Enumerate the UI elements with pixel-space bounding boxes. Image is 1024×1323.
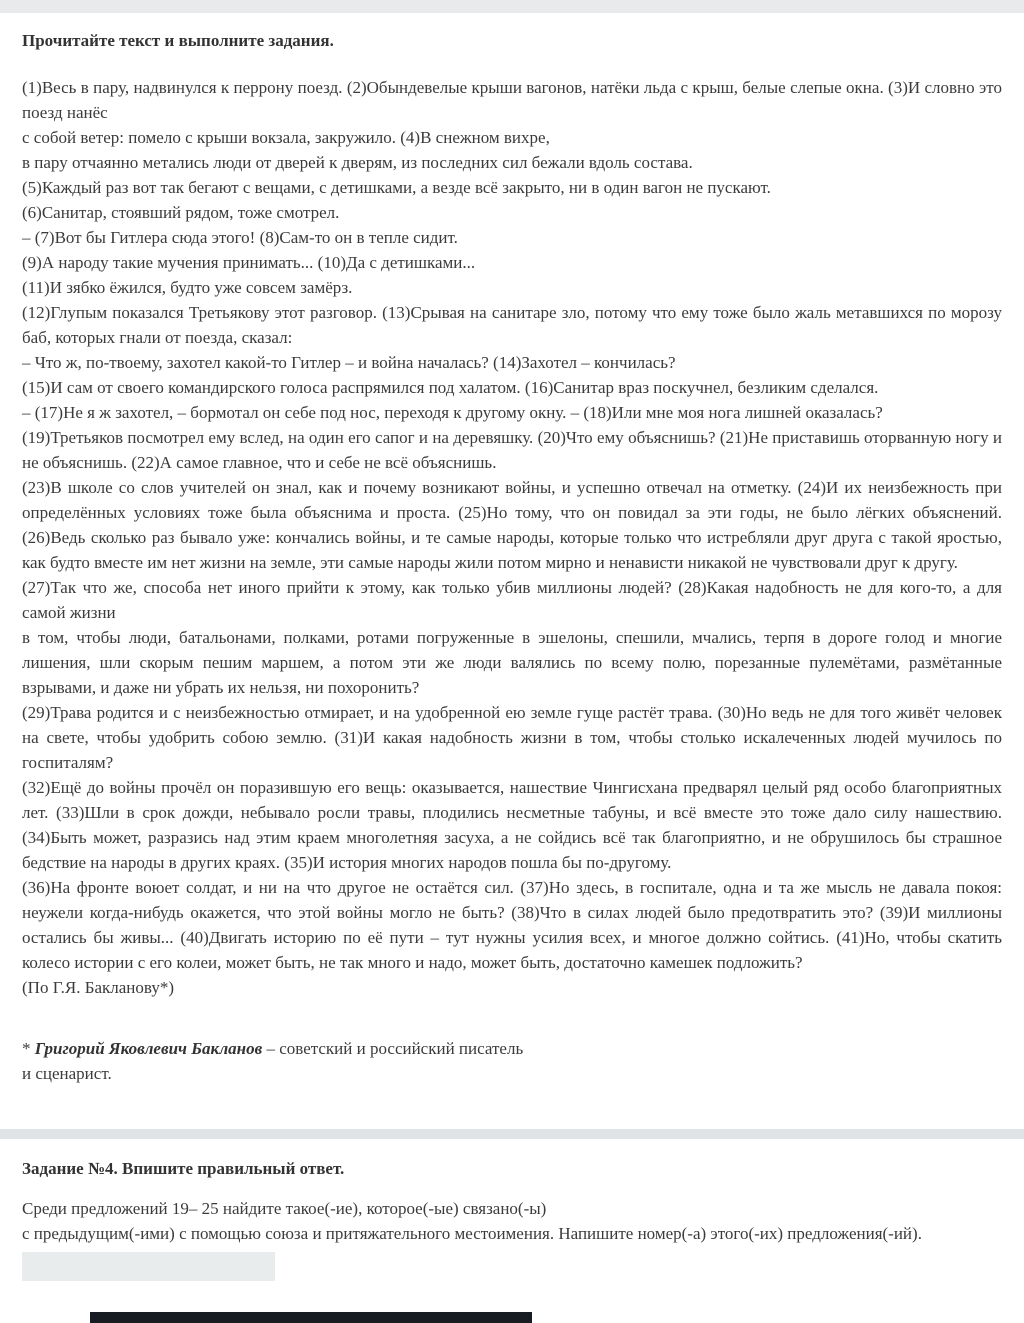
footnote-author-name: Григорий Яковлевич Бакланов	[34, 1039, 263, 1058]
text-paragraph: (9)А народу такие мучения принимать... (10)Да с детишками...	[22, 253, 476, 272]
task-description-line1: Среди предложений 19– 25 найдите такое(-ие), которое(-ые) связано(-ы)	[22, 1199, 547, 1218]
text-paragraph: – Что ж, по-твоему, захотел какой-то Гитлер – и война началась? (14)Захотел – кончилась?	[22, 353, 676, 372]
text-paragraph: (1)Весь в пару, надвинулся к перрону поезд. (2)Обындевелые крыши вагонов, натёки льда с крыш, белые слепые окна. (3)И словно это поезд нанёс	[22, 78, 1002, 122]
page-content	[0, 30, 1024, 1086]
text-attribution: (По Г.Я. Бакланову*)	[22, 978, 174, 997]
text-paragraph: (36)На фронте воюет солдат, и ни на что другое не остаётся сил. (37)Но здесь, в госпитале, одна и та же мысль не давала покоя: неужели когда-нибудь окажется, что этой войны могло не быть? (38)Что в силах людей было предотвратить это? (39)И миллионы остались бы живы... (40)Двигать историю по её пути – тут нужны усилия всех, и многое должно сойтись. (41)Но, чтобы скатить колесо истории с его колеи, может быть, не так много и надо, может быть, достаточно камешек подложить?	[22, 878, 1002, 972]
text-paragraph: (32)Ещё до войны прочёл он поразившую его вещь: оказывается, нашествие Чингисхана предварял целый ряд особо благоприятных лет. (33)Шли в срок дожди, небывало росли травы, плодились несметные табуны, и всё вместе это тоже дало силу нашествию. (34)Быть может, разразись над этим краем многолетняя засуха, а не сойдись всё так благоприятно, и не обрушилось бы страшное бедствие на народы в других краях. (35)И история многих народов пошла бы по-другому.	[22, 778, 1002, 872]
text-paragraph: – (17)Не я ж захотел, – бормотал он себе под нос, переходя к другому окну. – (18)Или мне моя нога лишней оказалась?	[22, 403, 883, 422]
task-description	[22, 1196, 1002, 1246]
instructions-header: Прочитайте текст и выполните задания.	[22, 31, 334, 50]
footnote-marker: *	[22, 1039, 35, 1058]
author-footnote	[22, 1036, 1002, 1086]
text-paragraph: (23)В школе со слов учителей он знал, как и почему возникают войны, и успешно отвечал на отметку. (24)И их неизбежность при определённых условиях тоже была объяснима и проста. (25)Но тому, что он повидал за эти годы, не было лёгких объяснений. (26)Ведь сколько раз бывало уже: кончались войны, и те самые народы, которые только что истребляли друг друга с такой яростью, как будто вместе им нет жизни на земле, эти самые народы жили потом мирно и ненависти никакой не чувствовали друг к другу.	[22, 478, 1002, 572]
footnote-text: – советский и российский писатель	[262, 1039, 524, 1058]
top-bar	[0, 0, 1024, 13]
task-section	[0, 1158, 1024, 1281]
text-paragraph: (11)И зябко ёжился, будто уже совсем замёрз.	[22, 278, 353, 297]
text-paragraph: (15)И сам от своего командирского голоса распрямился под халатом. (16)Санитар враз поскучнел, безликим сделался.	[22, 378, 879, 397]
footnote-text-line2: и сценарист.	[22, 1064, 112, 1083]
cutoff-footer-bar	[90, 1312, 532, 1323]
text-paragraph: (29)Трава родится и с неизбежностью отмирает, и на удобренной ею земле гуще растёт трава. (30)Но ведь не для того живёт человек на свете, чтобы удобрить собою землю. (31)И какая надобность жизни в том, чтобы столько искалеченных людей мучилось по госпиталям?	[22, 703, 1002, 772]
text-paragraph: (12)Глупым показался Третьякову этот разговор. (13)Срывая на санитаре зло, потому что ему тоже было жаль метавшихся по морозу баб, которых гнали от поезда, сказал:	[22, 303, 1002, 347]
text-paragraph: (19)Третьяков посмотрел ему вслед, на один его сапог и на деревяшку. (20)Что ему объяснишь? (21)Не приставишь оторванную ногу и не объяснишь. (22)А самое главное, что и себе не всё объяснишь.	[22, 428, 1002, 472]
text-paragraph: (27)Так что же, способа нет иного прийти к этому, как только убив миллионы людей? (28)Какая надобность не для кого-то, а для самой жизни	[22, 578, 1002, 622]
section-divider	[0, 1129, 1024, 1139]
task-title: Задание №4. Впишите правильный ответ.	[22, 1159, 345, 1178]
text-paragraph: в том, чтобы люди, батальонами, полками, ротами погруженные в эшелоны, спешили, мчались, терпя в дороге голод и многие лишения, шли скорым пешим маршем, а потом эти же люди валялись по всему полю, порезанные пулемётами, размётанные взрывами, и даже ни убрать их нельзя, ни похоронить?	[22, 628, 1002, 697]
text-paragraph: (5)Каждый раз вот так бегают с вещами, с детишками, а везде всё закрыто, ни в один вагон не пускают.	[22, 178, 771, 197]
answer-input[interactable]	[22, 1252, 275, 1281]
text-paragraph: – (7)Вот бы Гитлера сюда этого! (8)Сам-то он в тепле сидит.	[22, 228, 458, 247]
text-paragraph: в пару отчаянно метались люди от дверей к дверям, из последних сил бежали вдоль состава.	[22, 153, 693, 172]
reading-text	[22, 75, 1002, 1000]
text-paragraph: (6)Санитар, стоявший рядом, тоже смотрел.	[22, 203, 340, 222]
task-description-line2: с предыдущим(-ими) с помощью союза и притяжательного местоимения. Напишите номер(-а) этого(-их) предложения(-ий).	[22, 1224, 922, 1243]
text-paragraph: с собой ветер: помело с крыши вокзала, закружило. (4)В снежном вихре,	[22, 128, 550, 147]
